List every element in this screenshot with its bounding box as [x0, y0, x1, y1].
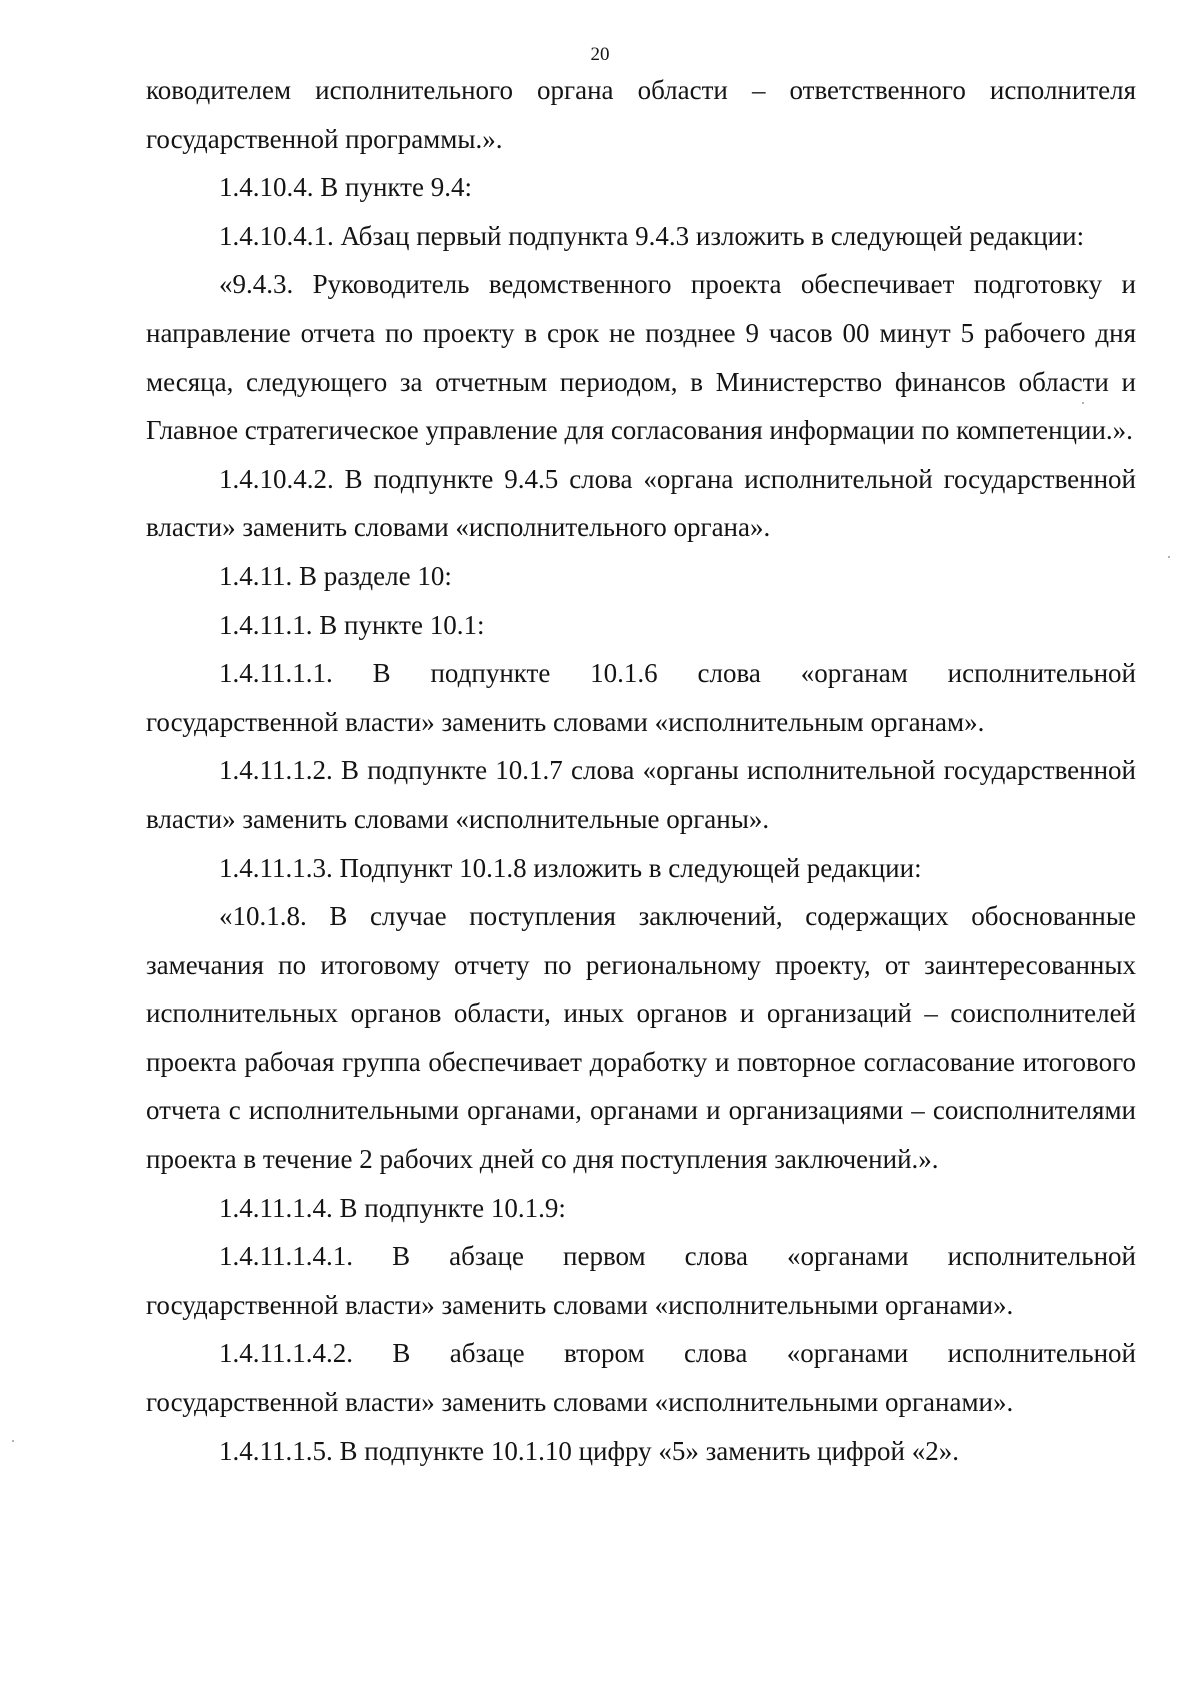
page-number: 20	[590, 44, 610, 65]
paragraph-quote-9-4-3: «9.4.3. Руководитель ведомственного проекта обеспечивает подготовку и направление отчета по проекту в срок не позднее 9 часов 00 минут 5 рабочего дня месяца, следующего за отчетным периодом, в Министерство финансов области и Главное стратегическое управление для согласования информации по компетенции.».	[146, 269, 1136, 446]
paragraph-1-4-11: 1.4.11. В разделе 10:	[219, 560, 452, 591]
paragraph-1-4-11-1-2: 1.4.11.1.2. В подпункте 10.1.7 слова «органы исполнительной государственной власти» заменить словами «исполнительные органы».	[146, 755, 1136, 834]
paragraph-quote-10-1-8: «10.1.8. В случае поступления заключений, содержащих обоснованные замечания по итоговому отчету по региональному проекту, от заинтересованных исполнительных органов области, иных органов и организаций – соисполнителей проекта рабочая группа обеспечивает доработку и повторное согласование итогового отчета с исполнительными органами, органами и организациями – соисполнителями проекта в течение 2 рабочих дней со дня поступления заключений.».	[146, 901, 1136, 1175]
paragraph-1-4-11-1-4-2: 1.4.11.1.4.2. В абзаце втором слова «органами исполнительной государственной власти» заменить словами «исполнительными органами».	[146, 1338, 1136, 1418]
paragraph-1-4-11-1: 1.4.11.1. В пункте 10.1:	[219, 609, 485, 640]
scan-speck	[1082, 402, 1084, 404]
paragraph-1-4-10-4: 1.4.10.4. В пункте 9.4:	[219, 172, 472, 203]
paragraph-1-4-10-4-1: 1.4.10.4.1. Абзац первый подпункта 9.4.3 изложить в следующей редакции:	[219, 220, 1085, 251]
paragraph-1-4-11-1-4: 1.4.11.1.4. В подпункте 10.1.9:	[219, 1192, 566, 1223]
paragraph-continuation: ководителем исполнительного органа области – ответственного исполнителя государственной программы.».	[146, 75, 1136, 154]
document-body	[146, 66, 1136, 1475]
paragraph-1-4-10-4-2: 1.4.10.4.2. В подпункте 9.4.5 слова «органа исполнительной государственной власти» заменить словами «исполнительного органа».	[146, 463, 1136, 543]
paragraph-1-4-11-1-3: 1.4.11.1.3. Подпункт 10.1.8 изложить в следующей редакции:	[219, 852, 922, 883]
paragraph-1-4-11-1-1: 1.4.11.1.1. В подпункте 10.1.6 слова «органам исполнительной государственной власти» заменить словами «исполнительным органам».	[146, 658, 1136, 737]
scan-speck	[1168, 556, 1170, 558]
paragraph-1-4-11-1-4-1: 1.4.11.1.4.1. В абзаце первом слова «органами исполнительной государственной власти» заменить словами «исполнительными органами».	[146, 1241, 1136, 1320]
scan-speck	[12, 1440, 14, 1442]
paragraph-1-4-11-1-5: 1.4.11.1.5. В подпункте 10.1.10 цифру «5» заменить цифрой «2».	[219, 1435, 959, 1466]
